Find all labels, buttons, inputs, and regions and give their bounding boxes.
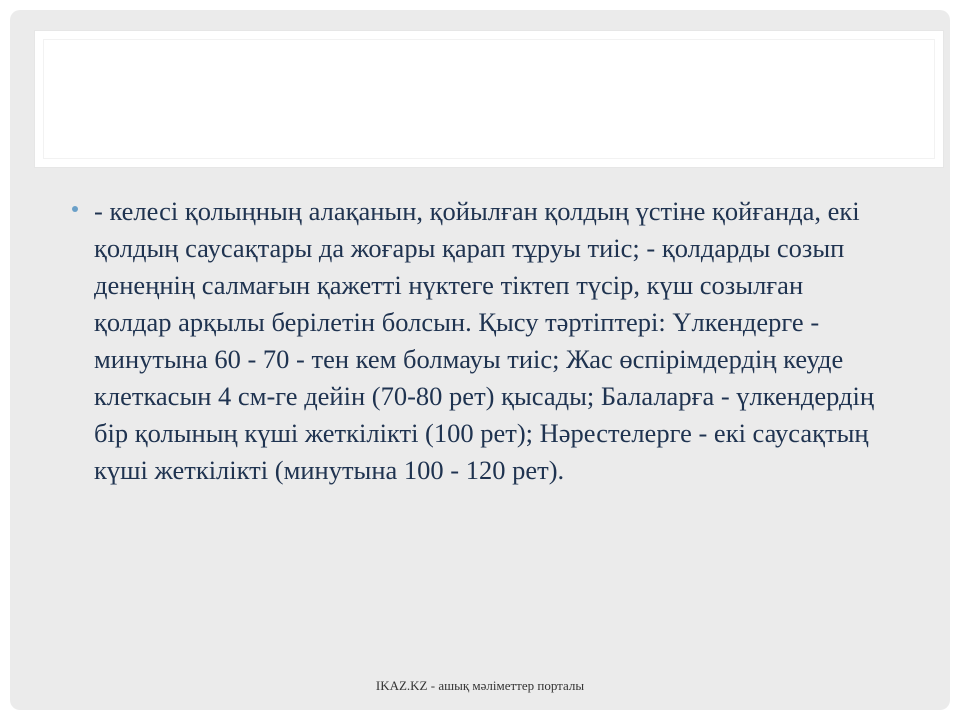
bullet-text: - келесі қолыңның алақанын, қойылған қолдың үстіне қойғанда, екі қолдың саусақтары да жоғары қарап тұруы тиіс; - қолдарды созып денеңнің салмағын қажетті нүктеге тіктеп түсір, күш созылған қолдар арқылы берілетін болсын. Қысу тәртіптері: Үлкендерге - минутына 60 - 70 - тен кем болмауы тиіс; Жас өспірімдердің кеуде клеткасын 4 см-ге дейін (70-80 рет) қысады; Балаларға - үлкендердің бір қолының күші жеткілікті (100 рет); Нәрестелерге - екі саусақтың күші жеткілікті (минутына 100 - 120 рет). [94, 196, 875, 485]
bullet-item [72, 193, 882, 489]
bullet-dot-icon [72, 206, 78, 212]
content-area [72, 193, 882, 489]
slide-title [43, 39, 935, 159]
slide-frame [10, 10, 950, 710]
title-placeholder [34, 30, 944, 168]
slide-footer: IKAZ.KZ - ашық мәліметтер порталы [375, 678, 585, 693]
